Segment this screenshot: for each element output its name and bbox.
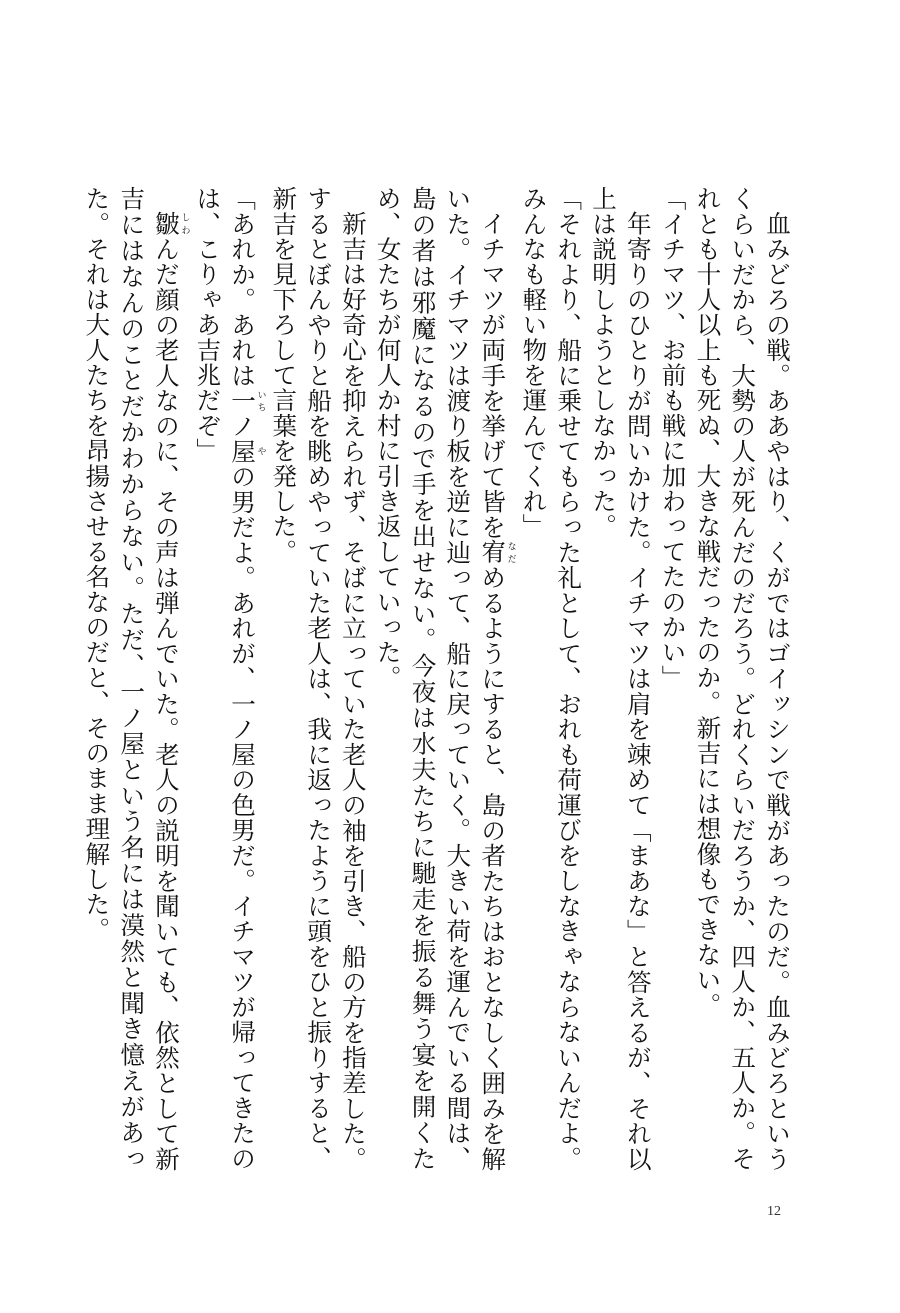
paragraph-4-dialogue: 「それより、船に乗せてもらった礼として、おれも荷運びをしなきゃならないんだよ。みんなも軽い物を運んでくれ」 [519, 186, 584, 1171]
page-number: 12 [767, 1204, 781, 1219]
paragraph-5-after: めるようにすると、島の者たちはおとなしく囲みを解いた。イチマツは渡り板を逆に辿って、船に戻っていく。大きい荷を運んでいる間は、島の者は邪魔になるので手を出せない。今夜は水夫たちに馳走を振る舞う宴を開くため、女たちが何人か村に引き返していった。 [373, 186, 508, 1171]
ruby-ya-reading: や [255, 438, 266, 464]
ruby-ya-base: 屋 [228, 438, 258, 464]
ruby-ichi-base: 一 [228, 388, 258, 414]
paragraph-6: 新吉は好奇心を抑えられず、そばに立っていた老人の袖を引き、船の方を指差した。するとぼんやりと船を眺めやっていた老人は、我に返ったように頭をひと振りすると、新吉を見下ろして言葉を発した。 [269, 186, 368, 1171]
paragraph-7-before: 「あれか。あれは [228, 186, 258, 389]
ruby-ichi-reading: いち [255, 388, 266, 414]
ruby-nada-reading: なだ [505, 539, 516, 565]
vertical-body-text [82, 186, 794, 1172]
paragraph-7-dialogue [189, 186, 265, 1171]
paragraph-2-dialogue: 「イチマツ、お前も戦に加わってたのかい」 [658, 186, 688, 690]
ruby-nada-base: 宥 [478, 539, 508, 565]
paragraph-5-before: イチマツが両手を挙げて皆を [478, 210, 508, 540]
ruby-shiwa [151, 210, 190, 236]
ruby-shiwa-base: 皺 [151, 210, 181, 236]
ruby-ichi [228, 388, 266, 414]
paragraph-8-after: んだ顔の老人なのに、その声は弾んでいた。老人の説明を聞いても、依然として新吉にはなんのことだかわからない。ただ、一ノ屋という名には漠然と聞き憶えがあった。それは大人たちを昂揚させる名なのだと、そのまま理解した。 [82, 186, 181, 1171]
paragraph-5 [370, 186, 516, 1171]
ruby-ya [228, 438, 266, 464]
paragraph-1: 血みどろの戦。ああやはり、くがではゴイッシンで戦があったのだ。血みどろというくらいだから、大勢の人が死んだのだろう。どれくらいだろうか、四人か、五人か。それとも十人以上も死ぬ、大きな戦だったのか。新吉には想像もできない。 [693, 186, 792, 1171]
ruby-nada [478, 539, 516, 565]
paragraph-7-mid: ノ [228, 413, 258, 439]
ruby-shiwa-reading: しわ [179, 210, 190, 236]
paragraph-7-after: の男だよ。あれが、一ノ屋の色男だ。イチマツが帰ってきたのは、こりゃあ吉兆だぞ」 [193, 186, 258, 1172]
paragraph-8 [79, 186, 190, 1171]
paragraph-3: 年寄りのひとりが問いかけた。イチマツは肩を竦めて「まあな」と答えるが、それ以上は説明しようとしなかった。 [589, 186, 653, 1171]
